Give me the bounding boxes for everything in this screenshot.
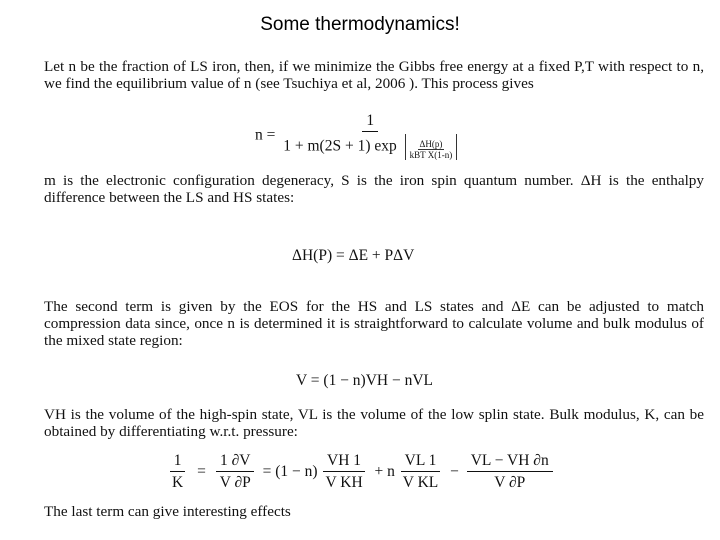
equation-n bbox=[255, 112, 461, 160]
eq1-denominator-text: 1 + m(2S + 1) exp bbox=[283, 137, 397, 155]
eq4-last-fraction bbox=[467, 452, 553, 492]
eq4-ls-coefficient: + n bbox=[374, 462, 395, 480]
eq4-derivative-num: 1 ∂V bbox=[216, 452, 254, 472]
equation-volume: V = (1 − n)VH − nVL bbox=[296, 372, 434, 389]
equation-bulk-modulus bbox=[168, 452, 553, 492]
eq4-derivative-fraction bbox=[216, 452, 255, 492]
paragraph-degeneracy: m is the electronic configuration degeneracy, S is the iron spin quantum number. ΔH is the enthalpy difference between the LS and HS states: bbox=[44, 172, 704, 206]
slide-title: Some thermodynamics! bbox=[260, 14, 460, 35]
eq4-last-num: VL − VH ∂n bbox=[467, 452, 553, 472]
eq4-derivative-den: V ∂P bbox=[219, 474, 251, 491]
eq4-ls-den: V KL bbox=[402, 474, 439, 491]
eq4-hs-num: VH 1 bbox=[323, 452, 365, 472]
eq1-exponent-fraction bbox=[410, 139, 453, 160]
eq4-hs-coefficient: = (1 − n) bbox=[262, 462, 318, 480]
eq4-last-den: V ∂P bbox=[494, 474, 526, 491]
eq1-exponent-den: kBT X(1-n) bbox=[409, 150, 453, 160]
eq4-hs-den: V KH bbox=[325, 474, 363, 491]
eq1-exponent-num: ΔH(p) bbox=[419, 139, 443, 149]
eq1-lhs: n = bbox=[255, 126, 276, 144]
eq4-ls-num: VL 1 bbox=[401, 452, 441, 472]
eq1-fraction bbox=[279, 112, 461, 160]
eq4-lhs-fraction bbox=[168, 452, 187, 492]
eq1-exponent bbox=[405, 134, 458, 160]
eq4-hs-fraction bbox=[321, 452, 366, 492]
eq4-lhs-den: K bbox=[172, 474, 184, 491]
eq4-equals: = bbox=[197, 462, 206, 480]
eq4-lhs-num: 1 bbox=[170, 452, 186, 472]
paragraph-eos: The second term is given by the EOS for the HS and LS states and ΔE can be adjusted to match compression data since, once n is determined it is straightforward to calculate volume and bulk modulus of the mixed state region: bbox=[44, 298, 704, 349]
equation-enthalpy: ΔH(P) = ΔE + PΔV bbox=[292, 247, 415, 264]
eq4-minus: − bbox=[450, 462, 459, 480]
paragraph-intro: Let n be the fraction of LS iron, then, if we minimize the Gibbs free energy at a fixed P,T with respect to n, we find the equilibrium value of n (see Tsuchiya et al, 2006 ). This process gives bbox=[44, 58, 704, 92]
eq1-numerator: 1 bbox=[362, 112, 378, 132]
eq1-denominator bbox=[279, 132, 461, 160]
paragraph-conclusion: The last term can give interesting effects bbox=[44, 503, 291, 520]
paragraph-bulk-modulus: VH is the volume of the high-spin state, VL is the volume of the low splin state. Bulk modulus, K, can be obtained by differentiating w.r.t. pressure: bbox=[44, 406, 704, 440]
eq4-ls-fraction bbox=[399, 452, 442, 492]
